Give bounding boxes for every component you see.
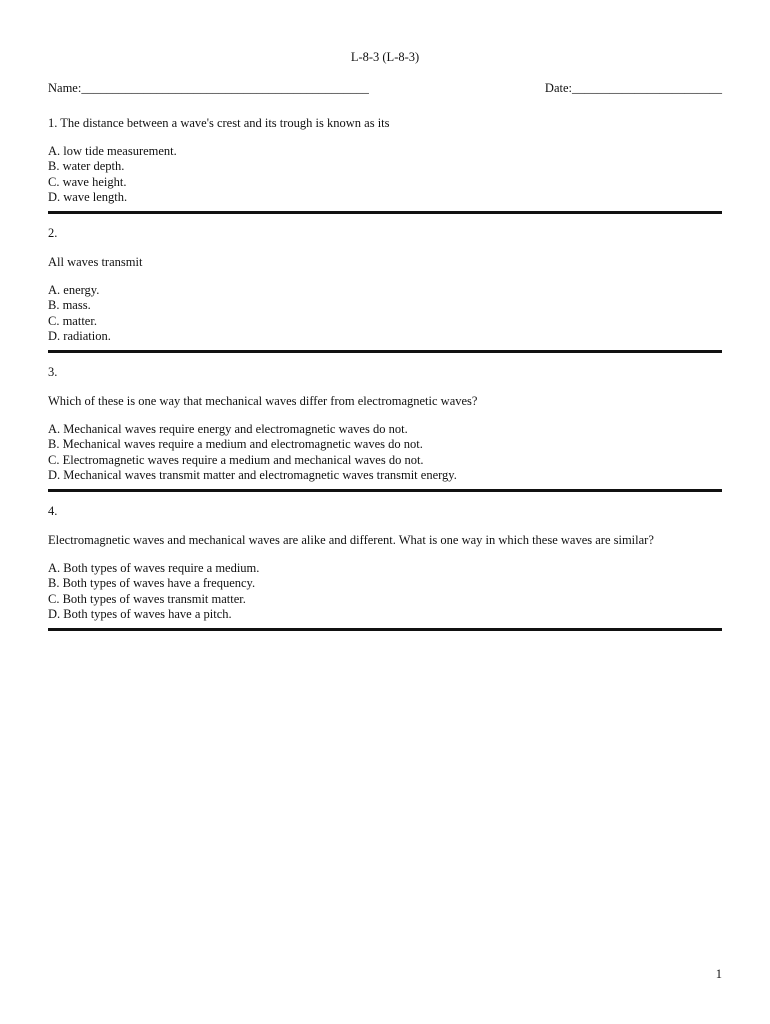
question-stem: 1. The distance between a wave's crest and its trough is known as its [48,116,390,130]
question-list [48,116,722,643]
choice-b[interactable]: B. Both types of waves have a frequency. [48,576,256,590]
page-title: L-8-3 (L-8-3) [350,50,420,64]
answer-choices [48,144,722,206]
answer-choices [48,283,722,345]
answer-choices [48,422,722,484]
question-2 [48,226,722,353]
choice-a[interactable]: A. Both types of waves require a medium. [48,560,260,575]
choice-b[interactable]: B. mass. [48,298,91,312]
choice-c[interactable]: C. wave height. [48,174,127,189]
choice-a[interactable]: A. Mechanical waves require energy and electromagnetic waves do not. [48,421,408,436]
question-3 [48,365,722,492]
date-field[interactable]: Date:________________________ [544,81,722,95]
question-number: 2. [48,225,58,240]
question-number: 4. [48,503,58,518]
choice-c[interactable]: C. matter. [48,313,97,328]
question-stem: All waves transmit [48,255,143,269]
question-number: 3. [48,364,58,379]
question-4 [48,504,722,631]
choice-d[interactable]: D. Both types of waves have a pitch. [48,607,232,621]
question-stem: Electromagnetic waves and mechanical waves are alike and different. What is one way in which these waves are similar? [48,533,654,547]
choice-b[interactable]: B. Mechanical waves require a medium and electromagnetic waves do not. [48,437,423,451]
name-field[interactable]: Name:______________________________________________ [48,81,369,95]
choice-d[interactable]: D. wave length. [48,190,128,204]
page-number: 1 [715,967,722,981]
choice-c[interactable]: C. Both types of waves transmit matter. [48,591,246,606]
choice-b[interactable]: B. water depth. [48,159,125,173]
question-stem: Which of these is one way that mechanical waves differ from electromagnetic waves? [48,394,478,408]
choice-d[interactable]: D. radiation. [48,329,111,343]
question-1 [48,116,722,214]
answer-choices [48,561,722,623]
header-row [48,80,722,96]
choice-a[interactable]: A. energy. [48,282,100,297]
choice-d[interactable]: D. Mechanical waves transmit matter and electromagnetic waves transmit energy. [48,468,457,482]
choice-c[interactable]: C. Electromagnetic waves require a medium and mechanical waves do not. [48,452,424,467]
choice-a[interactable]: A. low tide measurement. [48,143,177,158]
